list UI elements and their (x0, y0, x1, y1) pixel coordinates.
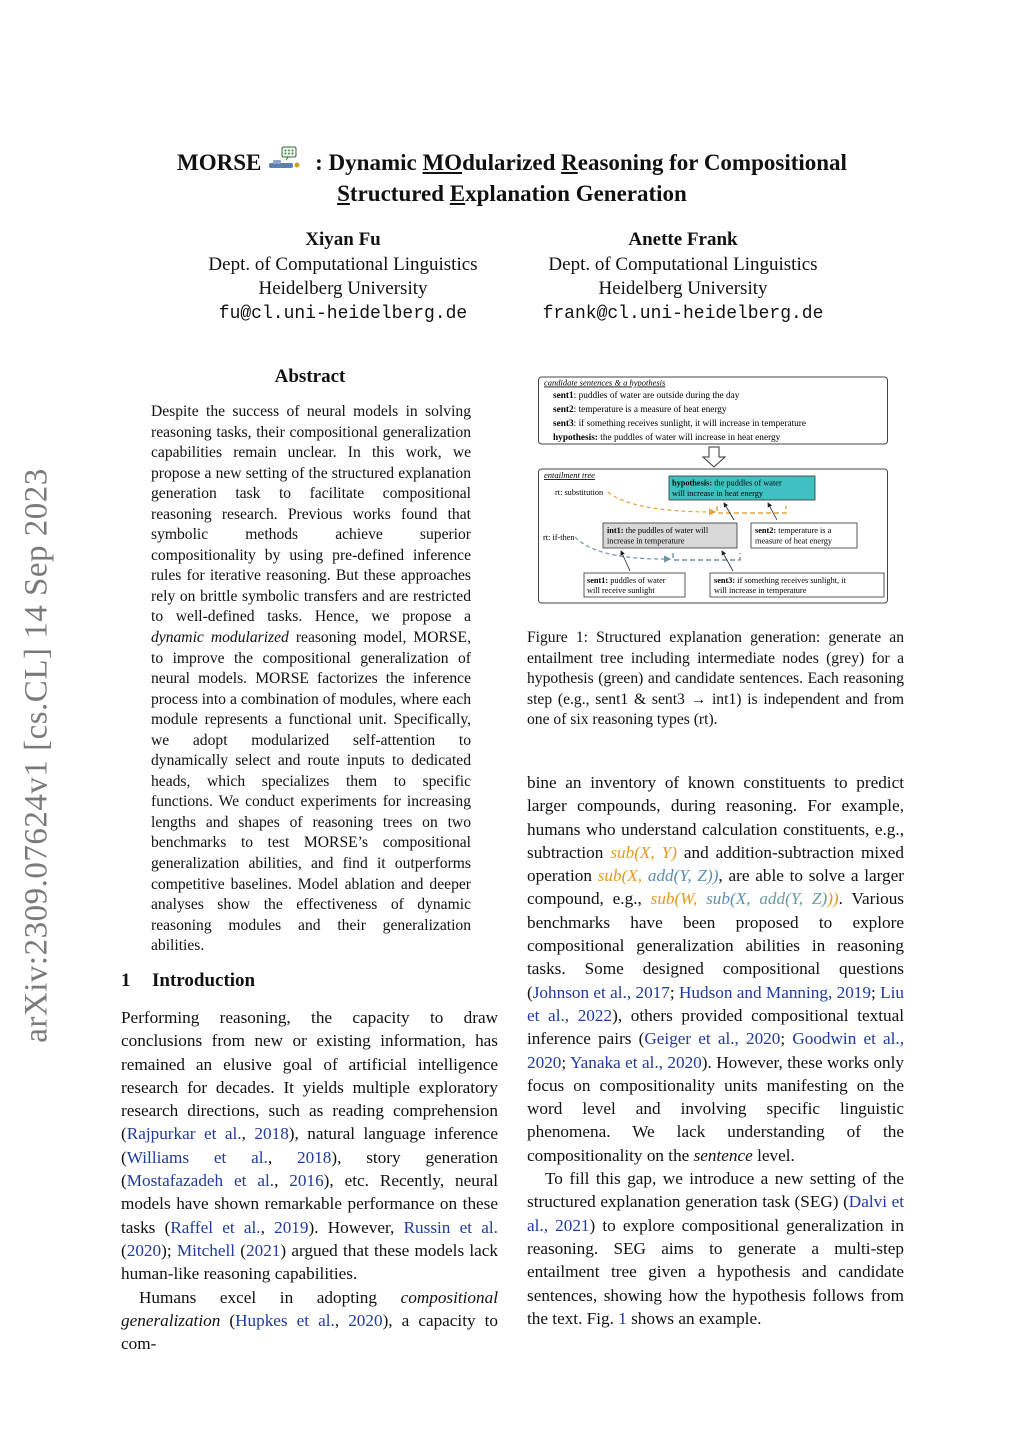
svg-text:will increase in temperature: will increase in temperature (714, 586, 807, 595)
svg-text:measure of heat energy: measure of heat energy (755, 536, 833, 546)
svg-text:will receive sunlight: will receive sunlight (587, 586, 655, 595)
citation-link[interactable]: Rajpurkar et al. (126, 1124, 242, 1144)
rt-substitution-label: rt: substitution (555, 488, 604, 497)
citation-link[interactable]: Yanaka et al., 2020 (569, 1052, 702, 1072)
author-email: fu@cl.uni-heidelberg.de (218, 303, 468, 324)
section-heading: 1 Introduction (121, 970, 256, 991)
figure-ref-link[interactable]: 1 (618, 1308, 627, 1328)
svg-text:sent1: puddles of water: sent1: puddles of water (587, 576, 666, 585)
fig-hypothesis: hypothesis: the puddles of water will increase in heat energy (553, 433, 781, 443)
citation-link[interactable]: 2016 (289, 1171, 324, 1191)
author-univ: Heidelberg University (598, 278, 768, 299)
svg-text:will increase in heat energy: will increase in heat energy (672, 489, 764, 498)
rt-ifthen-label: rt: if-then (543, 533, 575, 542)
citation-link[interactable]: 2021 (246, 1240, 281, 1260)
svg-text:sent3: if something receives s: sent3: if something receives sunlight, it (714, 576, 846, 585)
citation-link[interactable]: Johnson et al., 2017 (532, 982, 670, 1002)
citation-link[interactable]: Raffel et al. (170, 1217, 261, 1237)
svg-text:sent2: temperature is a: sent2: temperature is a (755, 526, 832, 535)
citation-link[interactable]: Hupkes et al. (235, 1310, 335, 1330)
title-line-2: Structured Explanation Generation (337, 181, 687, 206)
paragraph: Performing reasoning, the capacity to draw conclusions from new or existing information, has remained an elusive goal of artificial intelligence research for decades. It yields multiple exploratory research directions, such as reading comprehension (Rajpurkar et al., 2018), natural language inference (Williams et al., 2018), story generation (Mostafazadeh et al., 2016), etc. Recently, neural models have shown remarkable performance on these tasks (Raffel et al., 2019). However, Russin et al. (2020); Mitchell (2021) argued that these models lack human-like reasoning capabilities. (121, 1008, 499, 1284)
paragraph: To fill this gap, we introduce a new setting of the structured explanation generation task (SEG) (Dalvi et al., 2021) to explore compositional generalization in reasoning. SEG aims to generate a multi-step entailment tree given a hypothesis and candidate sentences, showing how the hypothesis follows from the text. Fig. 1 shows an example. (527, 1169, 904, 1328)
author-dept: Dept. of Computational Linguistics (548, 253, 818, 275)
fig-sent1: sent1: puddles of water are outside during the day (553, 391, 740, 401)
author-name: Anette Frank (628, 229, 738, 250)
figure-1-caption: Figure 1: Structured explanation generation: generate an entailment tree including intermediate nodes (grey) for a hypothesis (green) and candidate sentences. Each reasoning step (e.g., sent1 & sent3 → int1) is independent and from one of six reasoning types (rt). (527, 629, 904, 729)
citation-link[interactable]: Goodwin et al., 2020 (527, 1029, 904, 1072)
ifthen-bracket (673, 553, 740, 560)
fig-sent3: sent3: if something receives sunlight, it will increase in temperature (553, 419, 807, 429)
svg-text:increase in temperature: increase in temperature (607, 536, 685, 546)
paragraph: bine an inventory of known constituents to predict larger compounds, during reasoning. For example, humans who understand calculation constituents, e.g., subtraction sub(X, Y) and addition-subtraction mixed operation sub(X, add(Y, Z)), are able to solve a larger compound, e.g., sub(W, sub(X, add(Y, Z))). Various benchmarks have been proposed to explore compositional generalization abilities in reasoning tasks. Some designed compositional questions (Johnson et al., 2017; Hudson and Manning, 2019; Liu et al., 2022), others provided compositional textual inference pairs (Geiger et al., 2020; Goodwin et al., 2020; Yanaka et al., 2020). However, these works only focus on compositionality units manifesting on the word level and involving specific linguistic phenomena. We lack understanding of the compositionality on the sentence level. (527, 773, 904, 1165)
citation-link[interactable]: Mostafazadeh et al. (126, 1171, 275, 1191)
citation-link[interactable]: 2018 (254, 1124, 289, 1144)
author-block-1 (173, 228, 513, 326)
right-column (527, 771, 904, 1330)
down-arrow-icon (703, 447, 725, 467)
author-block-2 (513, 228, 853, 326)
citation-link[interactable]: Russin et al. (403, 1217, 498, 1237)
entailment-tree-label: entailment tree (544, 470, 595, 480)
citation-link[interactable]: 2018 (297, 1147, 332, 1167)
candidate-box-label: candidate sentences & a hypothesis (544, 377, 666, 388)
citation-link[interactable]: Hudson and Manning, 2019 (678, 982, 871, 1002)
citation-link[interactable]: 2019 (274, 1217, 309, 1237)
citation-link[interactable]: 2020 (126, 1240, 162, 1260)
abstract-heading: Abstract (274, 366, 346, 387)
fig-sent2: sent2: temperature is a measure of heat energy (553, 405, 727, 415)
citation-link[interactable]: Dalvi et al., 2021 (527, 1192, 904, 1235)
svg-text:hypothesis: the puddles of wat: hypothesis: the puddles of water (672, 478, 782, 488)
abstract-text: Despite the success of neural models in solving reasoning tasks, their compositional generalization capabilities remain unclear. In this work, we propose a new setting of the structured explanation generation task to facilitate compositional reasoning research. Previous works found that symbolic methods achieve superior compositionality by using pre-defined inference rules for iterative reasoning. But these approaches rely on brittle symbolic transfers and are restricted to well-defined tasks. Hence, we propose a dynamic modularized reasoning model, MORSE, to improve the compositional generalization of neural models. MORSE factorizes the inference process into a combination of modules, where each module represents a functional unit. Specifically, we adopt modularized self-attention to dynamically select and route inputs to dedicated heads, which specializes them to specific functions. We conduct experiments for increasing lengths and shapes of reasoning trees on two benchmarks to test MORSE’s compositional generalization abilities, and find it outperforms competitive baselines. Model ablation and deeper analyses show the effectiveness of dynamic reasoning modules and their generalization abilities. (151, 403, 471, 955)
substitution-bracket (717, 506, 786, 513)
author-univ: Heidelberg University (258, 278, 428, 299)
citation-link[interactable]: Liu et al., 2022 (527, 982, 904, 1025)
citation-link[interactable]: Mitchell (176, 1240, 236, 1260)
author-email: frank@cl.uni-heidelberg.de (542, 303, 824, 324)
author-dept: Dept. of Computational Linguistics (208, 253, 478, 275)
paragraph: Humans excel in adopting compositional generalization (Hupkes et al., 2020), a capacity to com- (121, 1287, 498, 1354)
citation-link[interactable]: 2020 (348, 1310, 383, 1330)
arxiv-id: arXiv:2309.07624v1 [cs.CL] 14 Sep 2023 (18, 467, 55, 1043)
citation-link[interactable]: Williams et al. (126, 1147, 268, 1167)
figure-1-diagram (537, 376, 889, 606)
left-column (121, 1006, 498, 1355)
svg-text:int1: the puddles of water wil: int1: the puddles of water will (607, 526, 709, 535)
title-line-1: MORSE : Dynamic MOdularized Reasoning for Compositional (110, 146, 914, 179)
morse-robot-icon (267, 146, 303, 179)
author-name: Xiyan Fu (305, 229, 381, 250)
arxiv-stamp (14, 455, 60, 1055)
paper-title (110, 146, 914, 208)
citation-link[interactable]: Geiger et al., 2020 (644, 1029, 781, 1049)
